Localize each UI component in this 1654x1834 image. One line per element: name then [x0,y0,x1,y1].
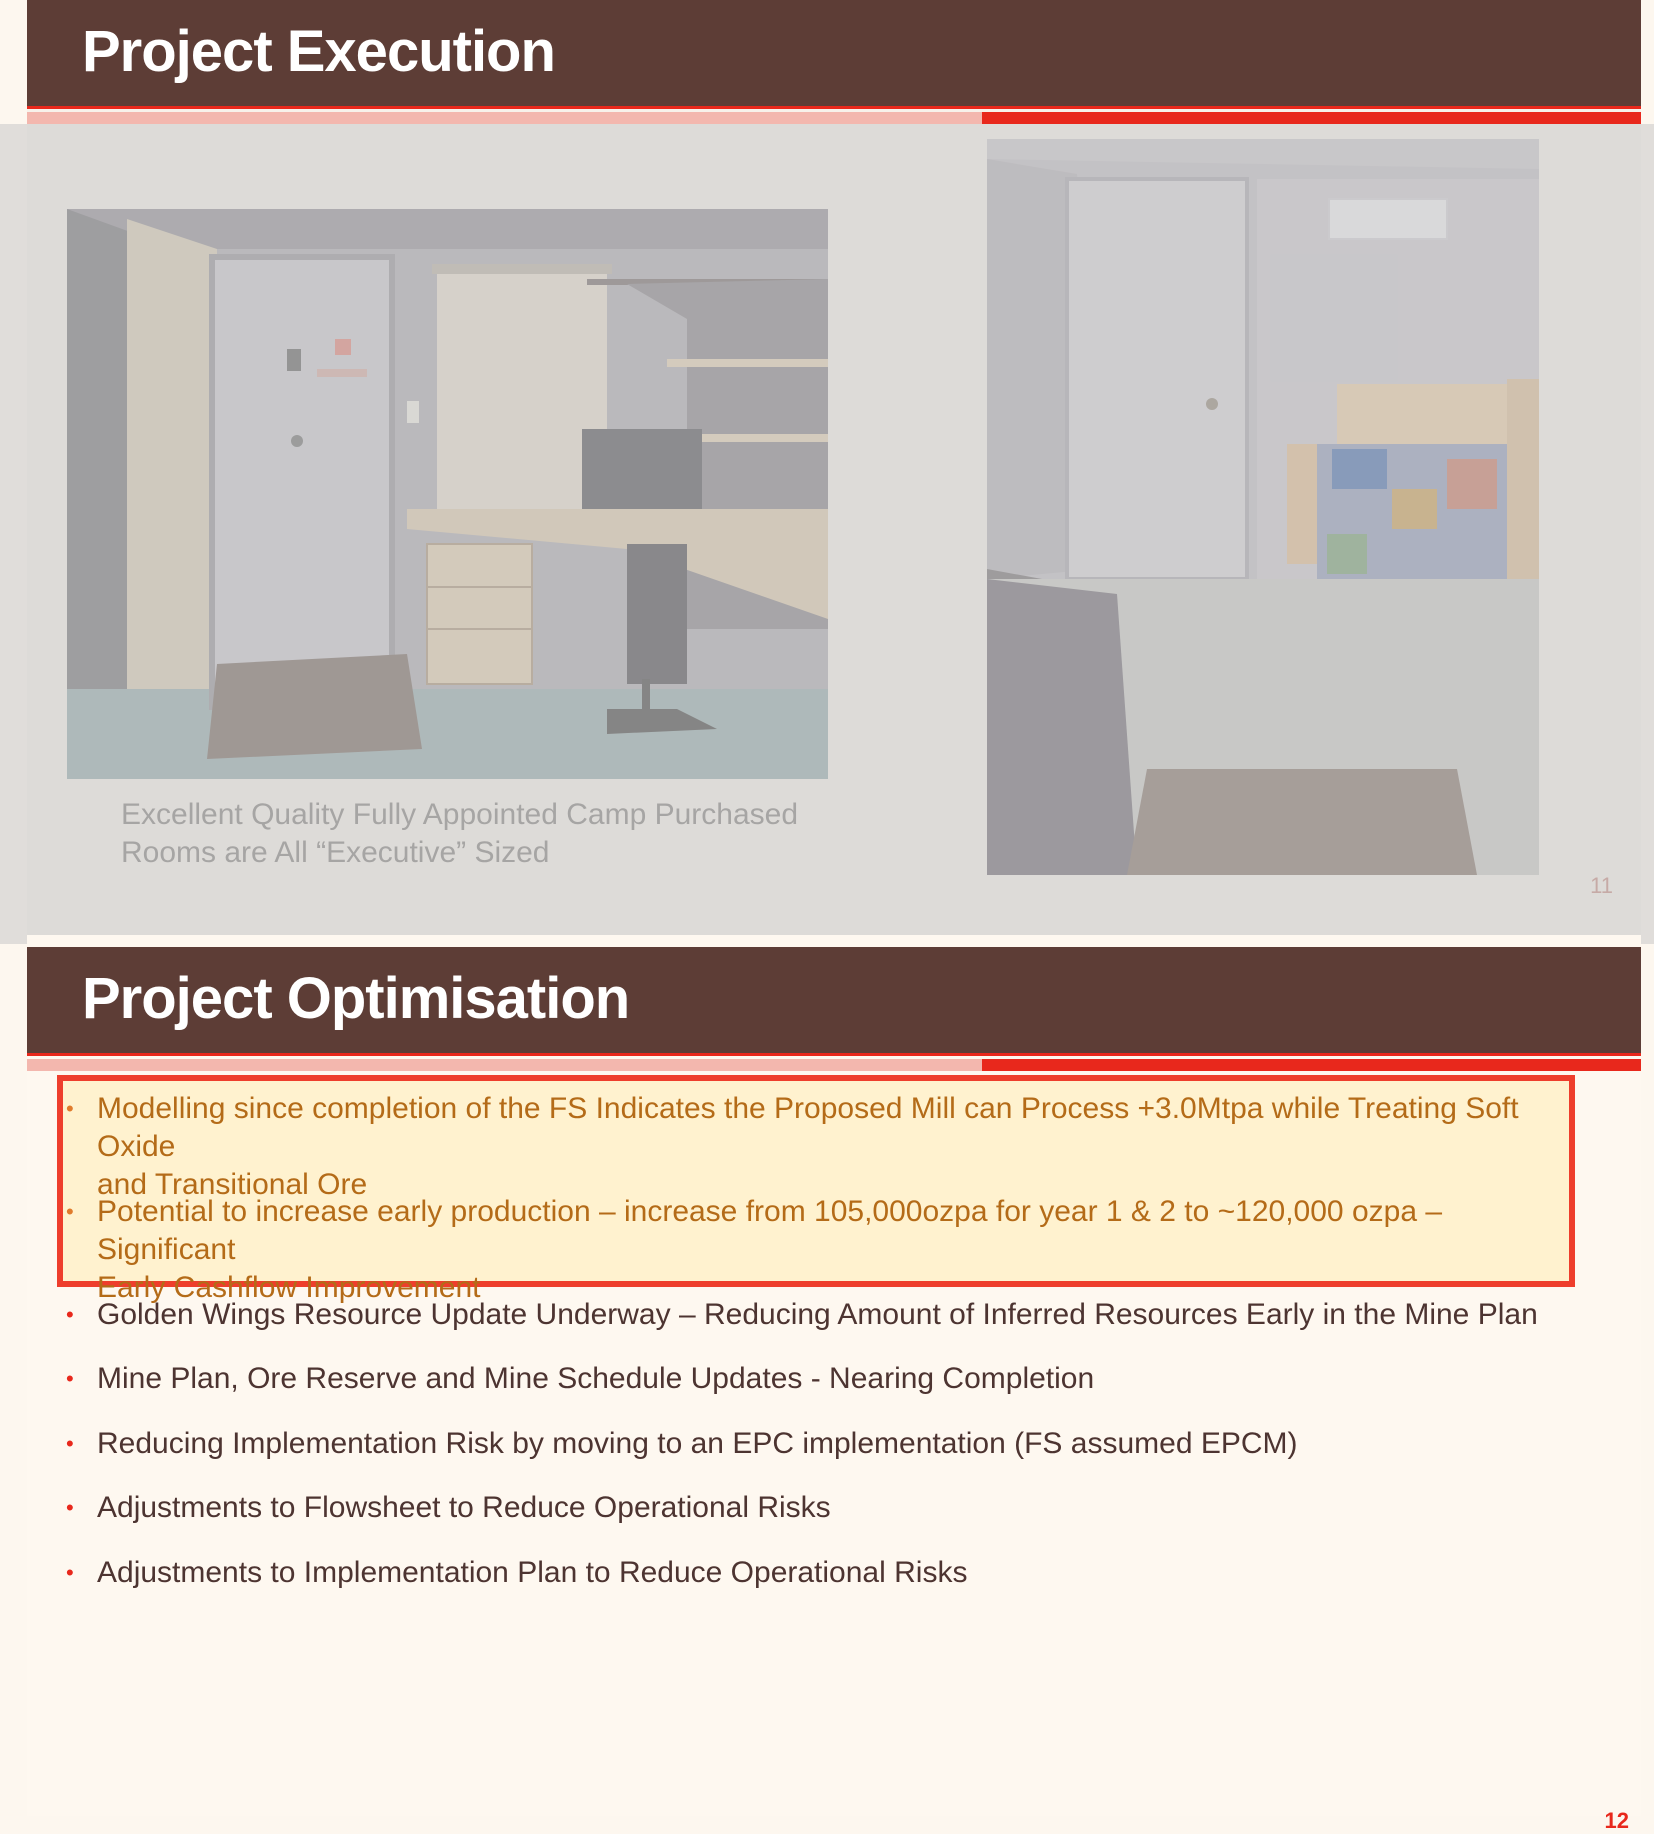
header-divider [27,1053,1641,1056]
header-accent-bar [982,112,1641,124]
bullet-icon: • [66,1302,74,1327]
bullet-text-line: Early Cashflow Improvement [97,1271,481,1304]
bullet-text-line: Modelling since completion of the FS Indicates the Proposed Mill can Process +3.0Mtpa while Treating Soft Oxide [97,1092,1519,1163]
bullet-icon: • [66,1199,74,1224]
bullet-text: Adjustments to Implementation Plan to Reduce Operational Risks [97,1556,968,1589]
header-divider [27,106,1641,109]
bullet-icon: • [66,1431,74,1456]
slide-header [27,947,1641,1053]
header-accent-pale [27,1059,982,1071]
dim-overlay [0,124,1654,944]
bullet-text-line: Potential to increase early production – increase from 105,000ozpa for year 1 & 2 to ~120,000 ozpa – Significant [97,1195,1443,1266]
bullet-text: Adjustments to Flowsheet to Reduce Operational Risks [97,1491,831,1524]
page-number-partial: 12 [1604,1808,1629,1833]
header-accent-bar [982,1059,1641,1071]
bullet-text: Golden Wings Resource Update Underway – Reducing Amount of Inferred Resources Early in the Mine Plan [97,1298,1538,1331]
bullet-icon: • [66,1560,74,1585]
header-accent-pale [27,112,982,124]
bullet-icon: • [66,1495,74,1520]
bullet-icon: • [66,1096,74,1121]
bullet-text-line: and Transitional Ore [97,1168,368,1201]
slide-title: Project Execution [82,19,555,84]
bullet-text: Reducing Implementation Risk by moving to an EPC implementation (FS assumed EPCM) [97,1427,1298,1460]
bullet-icon: • [66,1366,74,1391]
slide-header [27,0,1641,106]
bullet-text: Mine Plan, Ore Reserve and Mine Schedule Updates - Nearing Completion [97,1362,1095,1395]
slide-title: Project Optimisation [82,966,630,1031]
